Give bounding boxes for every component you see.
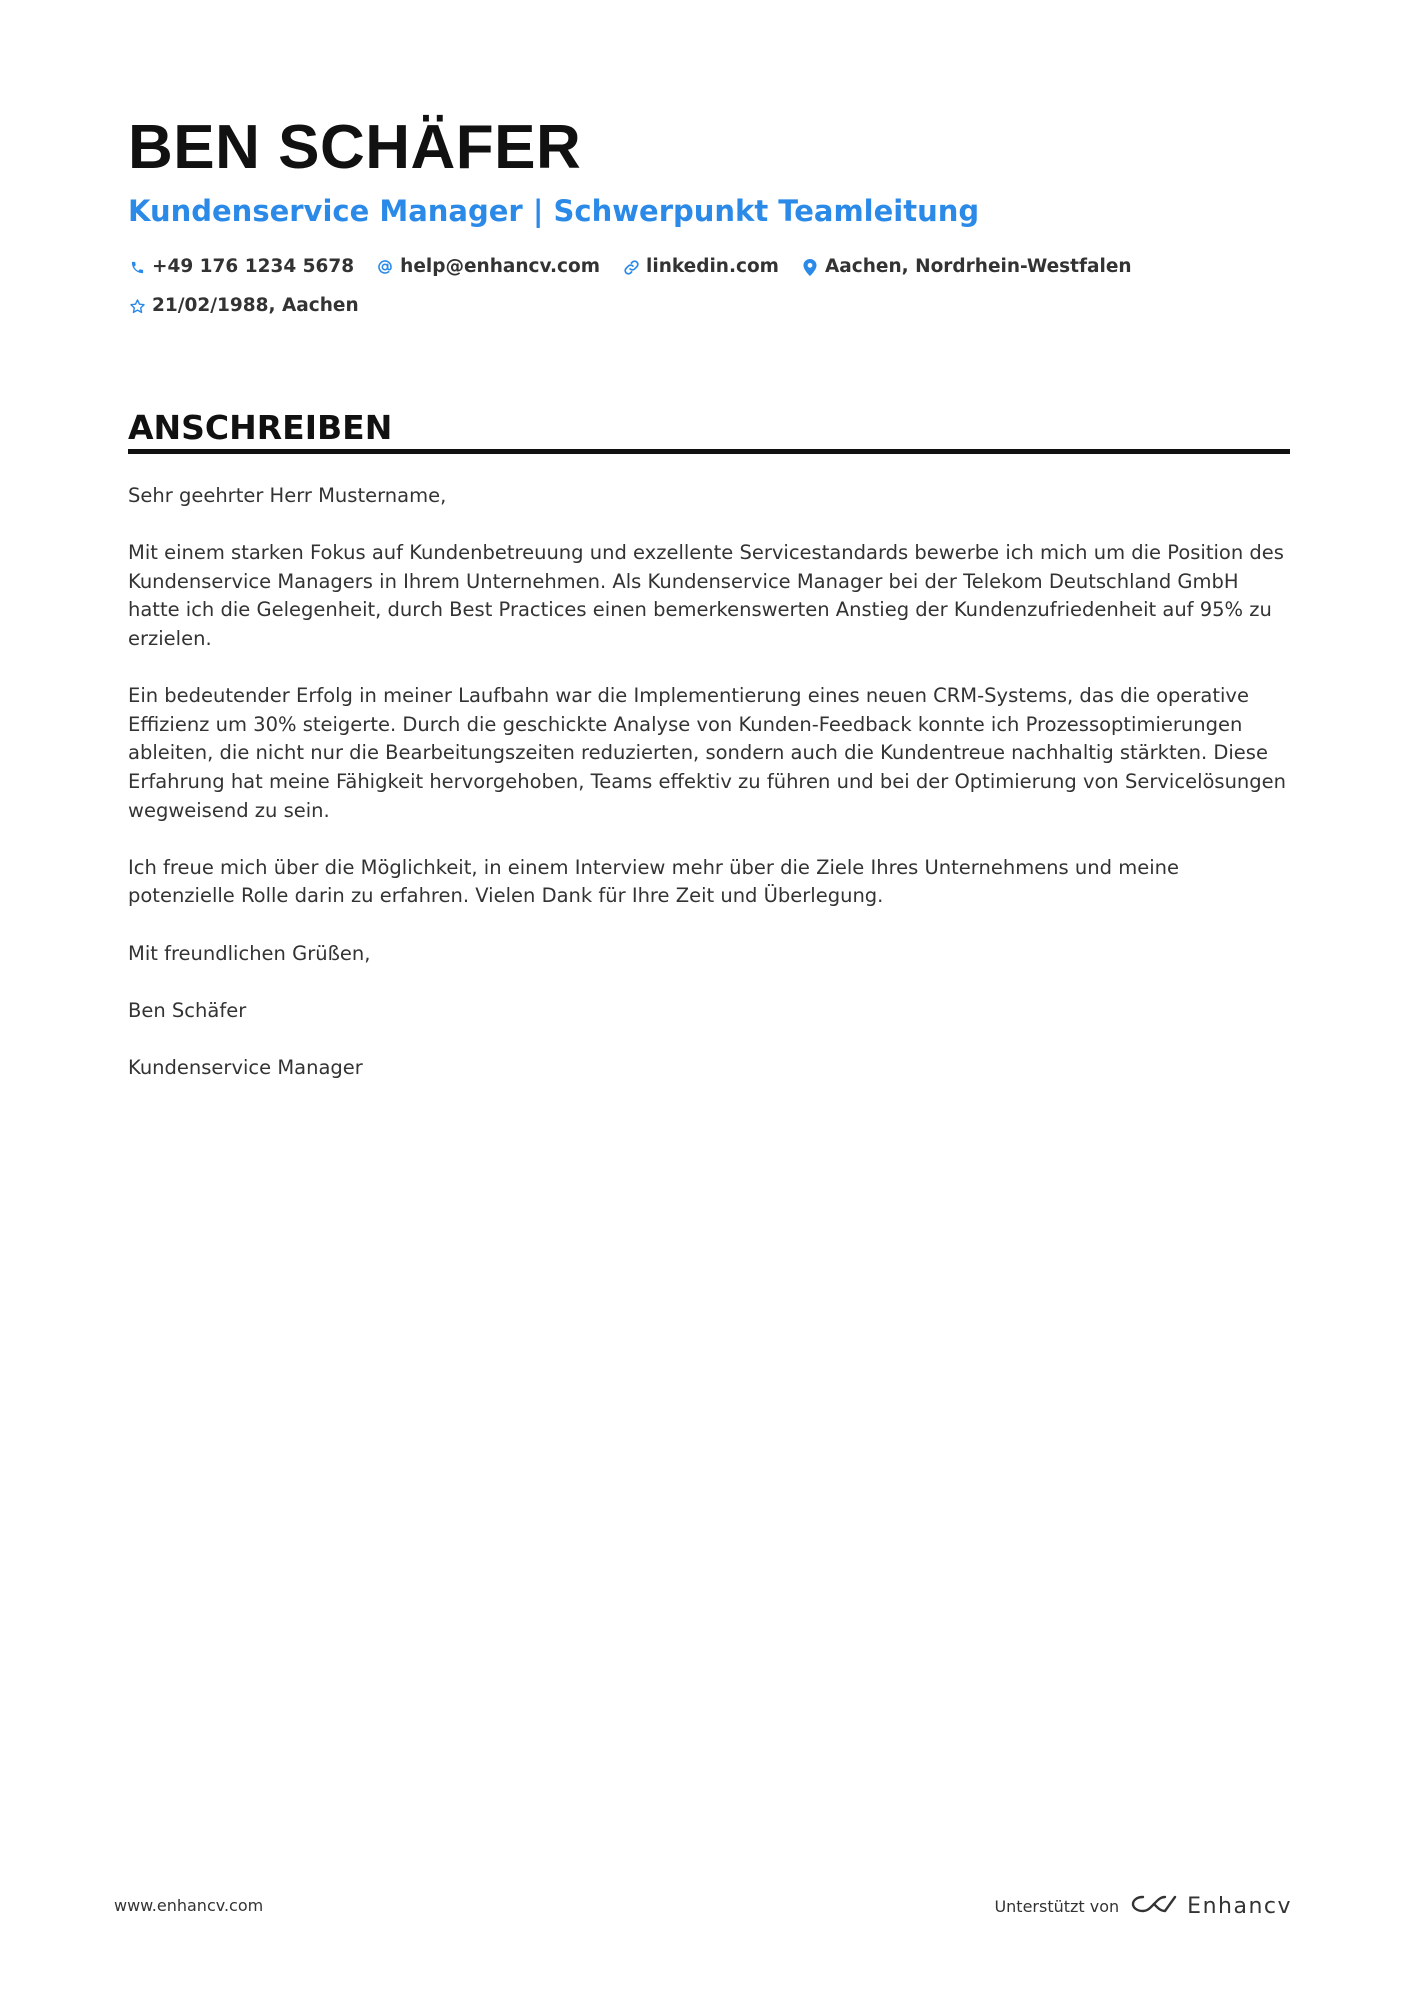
powered-by-label: Unterstützt von (994, 1896, 1120, 1916)
contact-row (128, 253, 1132, 281)
enhancv-logo-icon (1131, 1892, 1177, 1920)
contact-email[interactable] (376, 253, 600, 281)
footer-branding (994, 1892, 1292, 1920)
at-icon (376, 258, 394, 276)
brand-name: Enhancv (1187, 1893, 1292, 1919)
section-divider (128, 449, 1290, 454)
contact-location (801, 253, 1132, 281)
section-title: ANSCHREIBEN (128, 408, 393, 447)
applicant-headline: Kundenservice Manager | Schwerpunkt Teamleitung (128, 194, 980, 228)
contact-birth (128, 292, 359, 320)
letter-paragraph: Ich freue mich über die Möglichkeit, in einem Interview mehr über die Ziele Ihres Unternehmens und meine potenzielle Rolle darin zu erfahren. Vielen Dank für Ihre Zeit und Überlegung. (128, 855, 1179, 908)
letter-salutation: Sehr geehrter Herr Mustername, (128, 484, 447, 507)
website-text: linkedin.com (646, 256, 779, 277)
map-pin-icon (801, 258, 819, 276)
letter-paragraph: Mit einem starken Fokus auf Kundenbetreuung und exzellente Servicestandards bewerbe ich mich um die Position des Kundenservice Managers in Ihrem Unternehmen. Als Kundenservice Manager bei der Telekom Deutschland GmbH hatte ich die Gelegenheit, durch Best Practices einen bemerkenswerten Anstieg der Kundenzufriedenheit auf 95% zu erzielen. (128, 541, 1284, 650)
signature-title: Kundenservice Manager (128, 1055, 363, 1079)
location-text: Aachen, Nordrhein-Westfalen (824, 256, 1132, 277)
link-icon (622, 258, 640, 276)
star-icon (128, 297, 146, 315)
letter-closing: Mit freundlichen Grüßen, (128, 941, 371, 965)
email-text: help@enhancv.com (400, 256, 601, 277)
birth-text: 21/02/1988, Aachen (152, 295, 359, 316)
signature-name: Ben Schäfer (128, 998, 247, 1022)
letter-paragraph: Ein bedeutender Erfolg in meiner Laufbahn war die Implementierung eines neuen CRM-Systems, das die operative Effizienz um 30% steigerte. Durch die geschickte Analyse von Kunden-Feedback konnte ich Prozessoptimierungen ableiten, die nicht nur die Bearbeitungszeiten reduzierten, sondern auch die Kundentreue nachhaltig stärkten. Diese Erfahrung hat meine Fähigkeit hervorgehoben, Teams effektiv zu führen und bei der Optimierung von Servicelösungen wegweisend zu sein. (128, 684, 1287, 822)
brand-logo[interactable] (1131, 1892, 1292, 1920)
letter-body (128, 482, 1290, 1111)
contact-row-secondary (128, 292, 359, 320)
phone-text: +49 176 1234 5678 (152, 256, 355, 277)
contact-website[interactable] (622, 253, 779, 281)
applicant-name: BEN SCHÄFER (128, 113, 582, 182)
contact-phone (128, 253, 354, 281)
footer-website[interactable]: www.enhancv.com (114, 1896, 264, 1915)
phone-icon (128, 258, 146, 276)
